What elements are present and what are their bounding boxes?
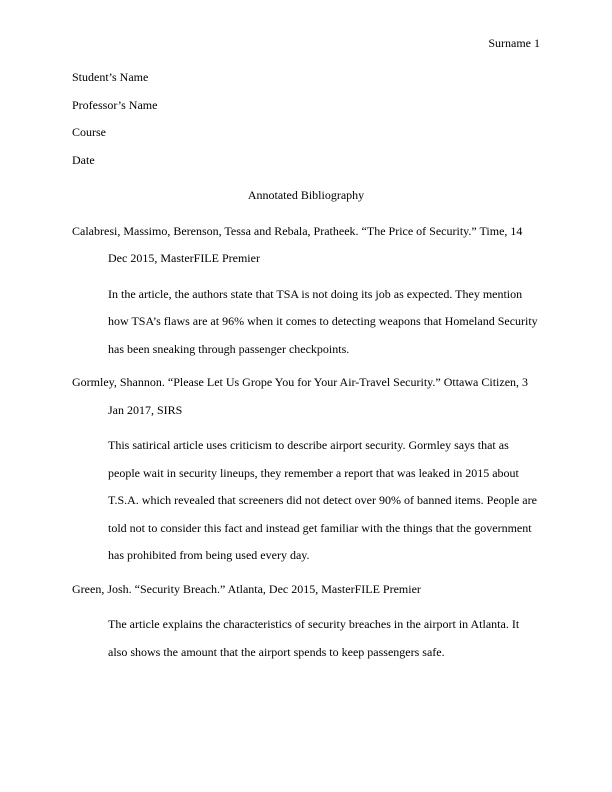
running-head: Surname 1 [488, 36, 540, 50]
annotation [72, 603, 540, 666]
student-name: Student’s Name [72, 70, 149, 84]
annotation-line: how TSA’s flaws are at 96% when it comes to detecting weapons that Homeland Security [108, 314, 538, 328]
bibliography-entry [72, 369, 540, 570]
citation-line: Dec 2015, MasterFILE Premier [108, 251, 260, 265]
annotation [72, 273, 540, 364]
professor-name: Professor’s Name [72, 97, 158, 112]
annotation-line: has been sneaking through passenger checkpoints. [108, 341, 350, 356]
annotation-line: The article explains the characteristics of security breaches in the airport in Atlanta. It [108, 617, 520, 631]
annotation [72, 424, 540, 570]
citation-line: Green, Josh. “Security Breach.” Atlanta, Dec 2015, MasterFILE Premier [72, 581, 421, 596]
citation-line: Calabresi, Massimo, Berenson, Tessa and Rebala, Pratheek. “The Price of Security.” Time, 14 [72, 223, 523, 238]
annotation-line: This satirical article uses criticism to describe airport security. Gormley says that as [108, 438, 509, 452]
date: Date [72, 152, 95, 167]
citation [72, 369, 540, 424]
annotation-line: told not to consider this fact and instead get familiar with the things that the government [108, 520, 532, 535]
bibliography-entry [72, 218, 540, 364]
citation [72, 576, 540, 604]
document-title: Annotated Bibliography [247, 188, 365, 202]
annotation-line: has prohibited from being used every day. [108, 548, 310, 562]
document-body [72, 64, 540, 672]
citation-line: Gormley, Shannon. “Please Let Us Grope You for Your Air-Travel Security.” Ottawa Citizen, 3 [72, 375, 529, 389]
annotation-line: T.S.A. which revealed that screeners did not detect over 90% of banned items. People are [108, 493, 537, 507]
annotation-line: also shows the amount that the airport spends to keep passengers safe. [108, 644, 445, 659]
citation-line: Jan 2017, SIRS [108, 402, 183, 417]
citation [72, 218, 540, 273]
bibliography-entry [72, 576, 540, 667]
annotation-line: people wait in security lineups, they remember a report that was leaked in 2015 about [108, 465, 519, 480]
course-name: Course [72, 125, 106, 139]
annotation-line: In the article, the authors state that TSA is not doing its job as expected. They mention [108, 286, 523, 301]
